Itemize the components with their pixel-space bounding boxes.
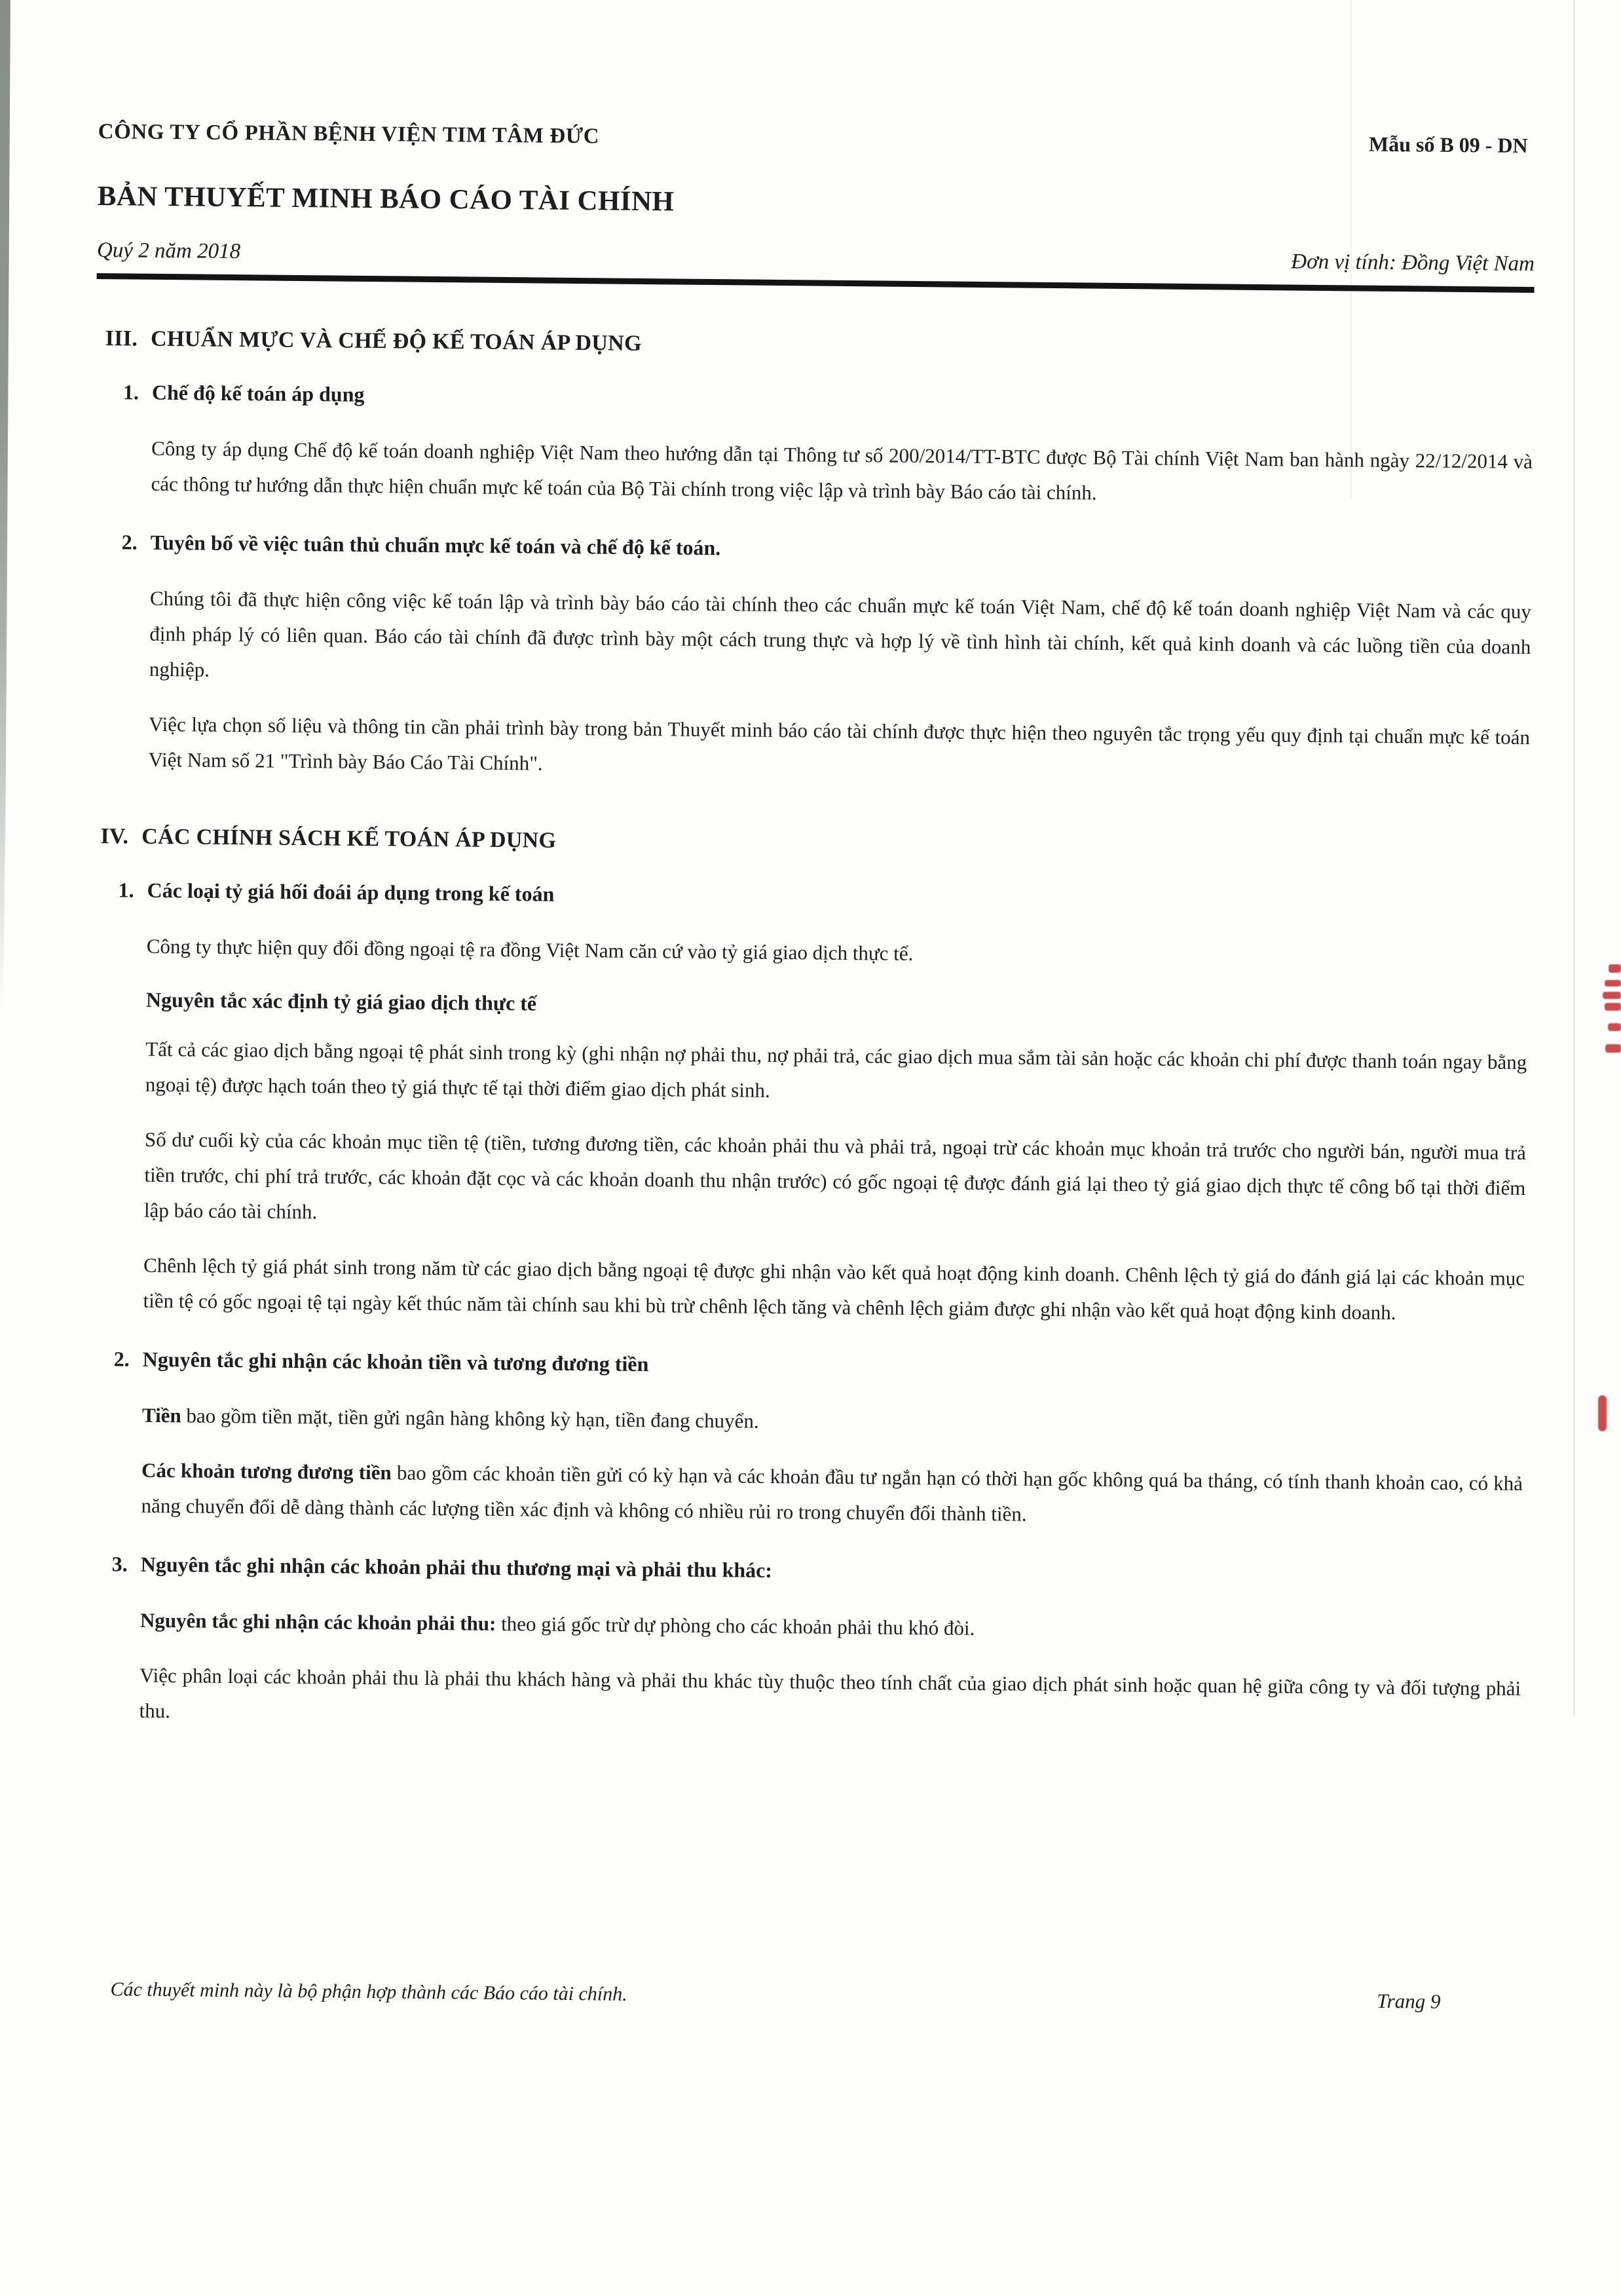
item-number: 1.	[118, 878, 134, 902]
paragraph: Công ty thực hiện quy đổi đồng ngoại tệ ra đồng Việt Nam căn cứ vào tỷ giá giao dịch thực tế.	[146, 934, 914, 966]
paragraph: Số dư cuối kỳ của các khoản mục tiền tệ (tiền, tương đương tiền, các khoản phải thu và phải trả, ngoại trừ các khoản mục khoản trả trước cho người bán, người mua trả tiền trước, chi phí trả trước, các khoản đặt cọc và các khoản doanh thu nhận trước) có gốc ngoại tệ được đánh giá lại theo tỷ giá giao dịch thực tế công bố tại thời điểm lập báo cáo tài chính.	[143, 1127, 1527, 1224]
item-number: 3.	[111, 1552, 128, 1576]
item-title: Nguyên tắc ghi nhận các khoản tiền và tương đương tiền	[142, 1347, 649, 1376]
red-pen-mark	[1603, 992, 1621, 999]
section-heading: CHUẨN MỰC VÀ CHẾ ĐỘ KẾ TOÁN ÁP DỤNG	[150, 326, 642, 356]
item-title-row	[123, 380, 1533, 418]
item-number: 1.	[122, 380, 140, 404]
paragraph-text: bao gồm các khoản tiền gửi có kỳ hạn và các khoản đầu tư ngắn hạn có thời hạn gốc không quá ba tháng, có tính thanh khoản cao, có khả năng chuyển đổi dễ dàng thành các lượng tiền xác định và không có nhiều rủi ro trong chuyển đổi thành tiền.	[141, 1461, 1523, 1526]
item-iv-3	[83, 1552, 1521, 1742]
red-pen-mark	[1609, 964, 1621, 973]
paragraph: Công ty áp dụng Chế độ kế toán doanh nghiệp Việt Nam theo hướng dẫn tại Thông tư số 200/2014/TT-BTC được Bộ Tài chính Việt Nam ban hành ngày 22/12/2014 và các thông tư hướng dẫn thực hiện chuẩn mực kế toán của Bộ Tài chính trong việc lập và trình bày Báo cáo tài chính.	[151, 436, 1533, 504]
paragraph-lead: Nguyên tắc ghi nhận các khoản phải thu:	[140, 1608, 496, 1635]
paragraph: Tất cả các giao dịch bằng ngoại tệ phát sinh trong kỳ (ghi nhận nợ phải thu, nợ phải trả, các giao dịch mua sắm tài sản hoặc các khoản chi phí được thanh toán ngay bằng ngoại tệ) được hạch toán theo tỷ giá thực tế tại thời điểm giao dịch phát sinh.	[145, 1037, 1527, 1102]
item-title: Các loại tỷ giá hối đoái áp dụng trong kế toán	[147, 878, 555, 906]
scan-crease-line	[1573, 0, 1575, 1716]
paragraph	[140, 1603, 1521, 1651]
paragraph: Việc lựa chọn số liệu và thông tin cần phải trình bày trong bản Thuyết minh báo cáo tài chính được thực hiện theo nguyên tắc trọng yếu quy định tại chuẩn mực kế toán Việt Nam số 21 "Trình bày Báo Cáo Tài Chính".	[148, 712, 1531, 775]
document-footer	[80, 1977, 1518, 2014]
item-body	[151, 431, 1533, 515]
item-iv-1	[86, 878, 1528, 1332]
item-body	[141, 1398, 1523, 1537]
report-title: BẢN THUYẾT MINH BÁO CÁO TÀI CHÍNH	[97, 180, 675, 217]
paragraph-text: theo giá gốc trừ dự phòng cho các khoản phải thu khó đòi.	[496, 1611, 975, 1640]
page-number: Trang 9	[1376, 1989, 1441, 2013]
red-pen-mark	[1598, 1395, 1607, 1431]
report-period: Quý 2 năm 2018	[96, 238, 241, 264]
item-iii-2	[92, 530, 1532, 791]
item-subheading: Nguyên tắc xác định tỷ giá giao dịch thực tế	[145, 987, 537, 1015]
section-number: IV.	[100, 824, 129, 849]
item-body	[143, 929, 1528, 1332]
document-header	[98, 120, 1536, 158]
paragraph: Việc phân loại các khoản phải thu là phải thu khách hàng và phải thu khác tùy thuộc theo tính chất của giao dịch phát sinh hoặc quan hệ giữa công ty và đối tượng phải thu.	[139, 1663, 1521, 1723]
red-pen-mark	[1605, 980, 1621, 987]
item-body	[148, 581, 1531, 791]
paragraph-text: bao gồm tiền mặt, tiền gửi ngân hàng không kỳ hạn, tiền đang chuyển.	[181, 1404, 759, 1433]
item-iii-1	[94, 380, 1533, 515]
item-title: Nguyên tắc ghi nhận các khoản phải thu thương mại và phải thu khác:	[140, 1552, 773, 1582]
paragraph-lead: Tiền	[141, 1403, 181, 1427]
item-number: 2.	[113, 1347, 130, 1371]
paragraph	[142, 1398, 1523, 1446]
scan-edge-artifact	[0, 0, 10, 1009]
red-pen-mark	[1605, 1003, 1621, 1011]
section-heading-row	[105, 326, 1534, 365]
red-pen-mark	[1608, 1023, 1621, 1031]
item-title-row	[114, 1347, 1524, 1385]
document-content	[80, 115, 1536, 2014]
footer-note: Các thuyết minh này là bộ phận hợp thành các Báo cáo tài chính.	[110, 1978, 627, 2005]
paragraph	[141, 1453, 1523, 1537]
section-iv	[83, 824, 1529, 1742]
section-heading-row	[100, 824, 1529, 863]
paragraph: Chúng tôi đã thực hiện công việc kế toán lập và trình bày báo cáo tài chính theo các chuẩn mực kế toán Việt Nam, chế độ kế toán doanh nghiệp Việt Nam và các quy định pháp lý có liên quan. Báo cáo tài chính đã được trình bày một cách trung thực và hợp lý về tình hình tài chính, kết quả kinh doanh và các luồng tiền của doanh nghiệp.	[149, 586, 1531, 681]
currency-unit: Đơn vị tính: Đồng Việt Nam	[1291, 250, 1535, 276]
item-number: 2.	[121, 530, 138, 554]
paragraph: Chênh lệch tỷ giá phát sinh trong năm từ các giao dịch bằng ngoại tệ được ghi nhận vào kết quả hoạt động kinh doanh. Chênh lệch tỷ giá do đánh giá lại các khoản mục tiền tệ có gốc ngoại tệ tại ngày kết thúc năm tài chính sau khi bù trừ chênh lệch tăng và chênh lệch giảm được ghi nhận vào kết quả hoạt động kinh doanh.	[143, 1253, 1525, 1325]
paragraph-lead: Các khoản tương đương tiền	[141, 1458, 392, 1484]
form-number: Mẫu số B 09 - DN	[1368, 132, 1528, 157]
item-title-row	[122, 530, 1532, 568]
item-title: Chế độ kế toán áp dụng	[151, 380, 365, 406]
section-number: III.	[105, 326, 138, 351]
item-title-row	[112, 1552, 1522, 1590]
section-heading: CÁC CHÍNH SÁCH KẾ TOÁN ÁP DỤNG	[141, 824, 557, 853]
item-title: Tuyên bố về việc tuân thủ chuẩn mực kế toán và chế độ kế toán.	[150, 530, 721, 560]
section-iii	[92, 326, 1534, 791]
report-subtitle-row	[97, 238, 1535, 293]
company-name: CÔNG TY CỔ PHẦN BỆNH VIỆN TIM TÂM ĐỨC	[98, 119, 600, 149]
item-title-row	[118, 878, 1528, 916]
red-pen-mark	[1605, 1044, 1621, 1053]
item-body	[139, 1603, 1521, 1742]
item-iv-2	[84, 1347, 1523, 1537]
